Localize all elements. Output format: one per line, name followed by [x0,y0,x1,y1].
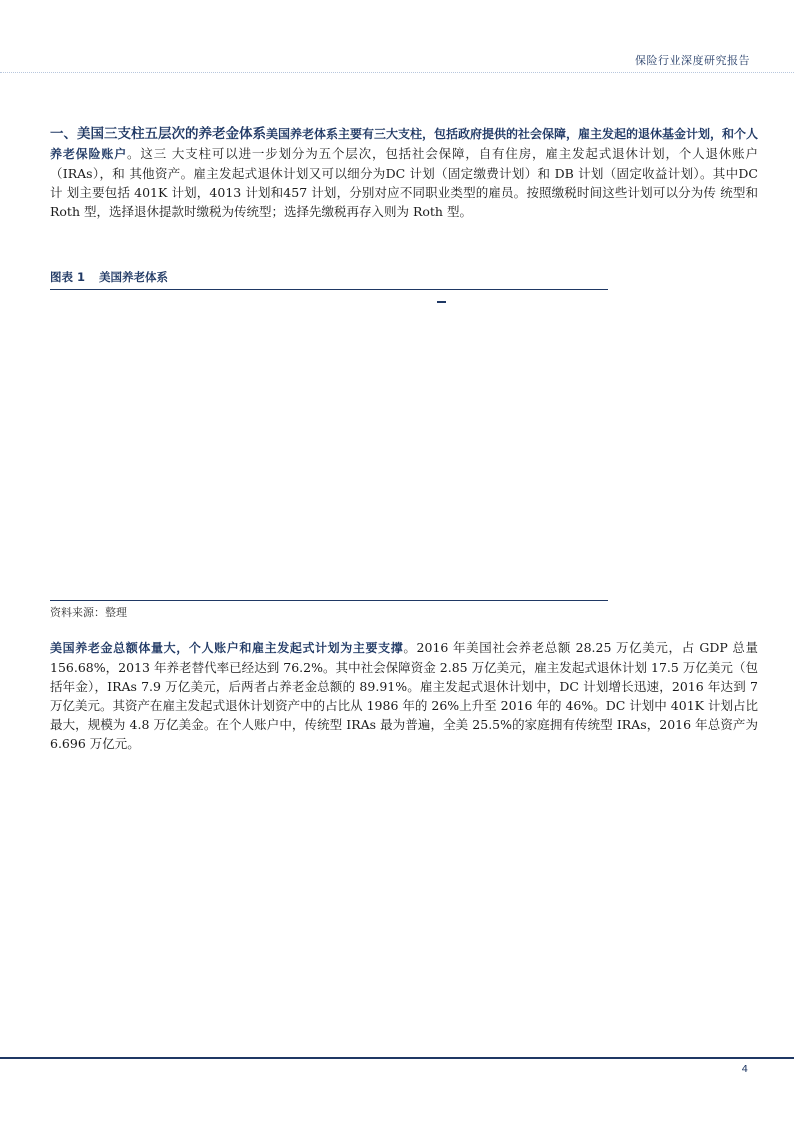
paragraph-body-text: 。2016 年美国社会养老总额 28.25 万亿美元，占 GDP 总量 156.68%，2013 年养老替代率已经达到 76.2%。其中社会保障资金 2.85 万亿美元，雇主发起式退休计划 17.5 万亿美元（包括年金），IRAs 7.9 万亿美元，后两者占养老金总额的 89.91%。雇主发起式退休计划中，DC 计划增长迅速，2016 年达到 7 万亿美元。其资产在雇主发起式退休计划资产中的占比从 1986 年的 26%上升至 2016 年的 46%。DC 计划中 401K 计划占比最大，规模为 4.8 万亿美金。在个人账户中，传统型 IRAs 最为普遍，全美 25.5%的家庭拥有传统型 IRAs，2016 年总资产为6.696 万亿元。 [50,640,758,751]
header-divider [0,72,794,73]
figure-caption [50,269,608,290]
section-us-pension-system [50,124,758,221]
figure-title: 美国养老体系 [99,270,169,284]
figure-image-area [50,290,608,600]
figure-number: 图表 1 [50,270,86,284]
report-header-title: 保险行业深度研究报告 [635,54,750,67]
paragraph-lead-sentence: 美国养老金总额体量大，个人账户和雇主发起式计划为主要支撑 [50,641,404,655]
section-pension-assets [50,638,758,753]
figure-source: 资料来源：整理 [50,600,608,620]
footer-divider [0,1057,794,1059]
section-heading: 一、美国三支柱五层次的养老金体系 [50,126,266,142]
section-body-text: 。这三 大支柱可以进一步划分为五个层次，包括社会保障，自有住房，雇主发起式退休计划，个人退休账户（IRAs），和 其他资产。雇主发起式退休计划又可以细分为DC 计划（固定缴费计划）和 DB 计划（固定收益计划）。其中DC 计 划主要包括 401K 计划，4013 计划和457 计划，分别对应不同职业类型的雇员。按照缴税时间这些计划可以分为传 统型和 Roth 型，选择退休提款时缴税为传统型；选择先缴税再存入则为 Roth 型。 [50,146,758,219]
figure-mark [437,301,446,303]
section-lead-sentence: 美国养老体系主要有三大支柱，包括政府提供的社会保障，雇主发起的退休基金计划，和个人养老保险账户 [50,127,759,161]
page-number: 4 [741,1064,748,1075]
